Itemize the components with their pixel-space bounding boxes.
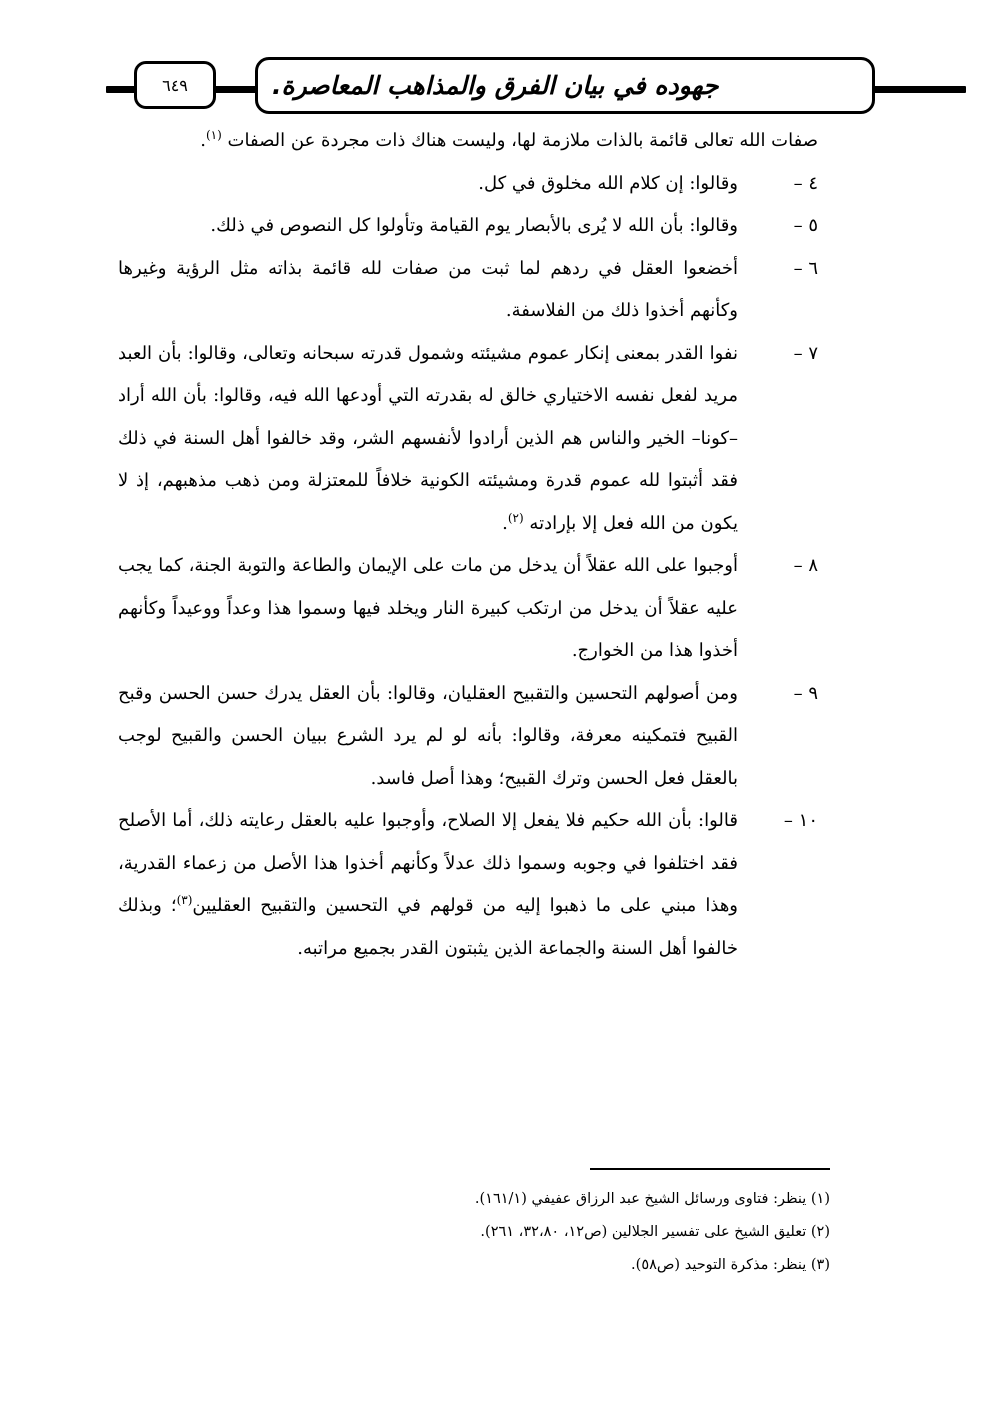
intro-text: صفات الله تعالى قائمة بالذات ملازمة لها، وليست هناك ذات مجردة عن الصفات: [227, 130, 818, 151]
item-number: ٥ –: [793, 215, 818, 236]
footnote-3: (٣) ينظر: مذكرة التوحيد (ص٥٨).: [631, 1257, 830, 1273]
item-text: وقالوا: إن كلام الله مخلوق في كل.: [478, 172, 738, 194]
footnote-ref-1: (١): [205, 128, 222, 142]
item-text: أوجبوا على الله عقلاً أن يدخل من مات على الإيمان والطاعة والتوبة الجنة، كما يجب عليه عقلاً أن يدخل من ارتكب كبيرة النار ويخلد فيها وسموا هذا وعداً ووعيداً وكأنهم أخذوا هذا من الخوارج.: [118, 555, 738, 661]
item-text: وقالوا: بأن الله لا يُرى بالأبصار يوم القيامة وتأولوا كل النصوص في ذلك.: [210, 215, 738, 236]
list-item-7: [118, 333, 818, 546]
main-text: [118, 120, 818, 970]
footnote-1: (١) ينظر: فتاوى ورسائل الشيخ عبد الرزاق عفيفي (١٦١/١).: [474, 1191, 830, 1207]
item-number: ٩ –: [793, 682, 818, 704]
list-item-10: [118, 800, 818, 970]
list-item-5: [118, 205, 818, 248]
item-number: ٧ –: [793, 342, 818, 364]
list-item-9: [118, 673, 818, 801]
running-title: جهوده في بيان الفرق والمذاهب المعاصرة.: [272, 71, 719, 100]
page-number-box: [134, 61, 216, 109]
running-title-box: [255, 57, 875, 114]
footnote-separator: [590, 1168, 830, 1170]
footnote-2: (٢) تعليق الشيخ على تفسير الجلالين (ص١٢، ٣٢،٨٠، ٢٦١).: [480, 1224, 830, 1240]
item-text-end: .: [502, 512, 508, 534]
list-item-8: [118, 545, 818, 673]
page-number: ٦٤٩: [162, 75, 188, 95]
item-text: قالوا: بأن الله حكيم فلا يفعل إلا الصلاح، وأوجبوا عليه بالعقل رعايته ذلك، أما الأصلح فقد اختلفوا في وجوبه وسموا ذلك عدلاً وكأنهم أخذوا هذا الأصل من زعماء القدرية، وهذا مبني على ما ذهبوا إليه من قولهم في التحسين والتقبيح العقليين: [118, 810, 738, 916]
intro-paragraph: [118, 120, 818, 163]
list-item-4: [118, 163, 818, 206]
item-text: أخضعوا العقل في ردهم لما ثبت من صفات لله قائمة بذاته مثل الرؤية وغيرها وكأنهم أخذوا ذلك من الفلاسفة.: [118, 257, 738, 321]
intro-end: .: [200, 130, 206, 151]
footnotes: [310, 1183, 830, 1282]
footnote-ref-3: (٣): [176, 893, 193, 907]
item-number: ٨ –: [793, 555, 818, 576]
item-number: ١٠ –: [783, 810, 818, 831]
item-text-end: ؛ وبذلك خالفوا أهل السنة والجماعة الذين يثبتون القدر بجميع مراتبه.: [118, 895, 738, 959]
footnote-ref-2: (٢): [507, 510, 524, 525]
item-number: ٦ –: [793, 257, 818, 279]
item-number: ٤ –: [793, 172, 818, 194]
list-item-6: [118, 248, 818, 333]
item-text: نفوا القدر بمعنى إنكار عموم مشيئته وشمول قدرته سبحانه وتعالى، وقالوا: بأن العبد مريد لفعل نفسه الاختياري خالق له بقدرته التي أودعها الله فيه، وقالوا: بأن الله أراد –كونا– الخير والناس هم الذين أرادوا لأنفسهم الشر، وقد خالفوا أهل السنة في ذلك فقد أثبتوا لله عموم قدرة ومشيئته الكونية خلافاً للمعتزلة ومن ذهب مذهبهم، إذ لا يكون من الله فعل إلا بإرادته: [118, 342, 738, 534]
item-text: ومن أصولهم التحسين والتقبيح العقليان، وقالوا: بأن العقل يدرك حسن الحسن وقبح القبيح فتمكينه معرفة، وقالوا: بأنه لو لم يرد الشرع ببيان الحسن والقبيح لوجب بالعقل فعل الحسن وترك القبيح؛ وهذا أصل فاسد.: [118, 682, 738, 789]
